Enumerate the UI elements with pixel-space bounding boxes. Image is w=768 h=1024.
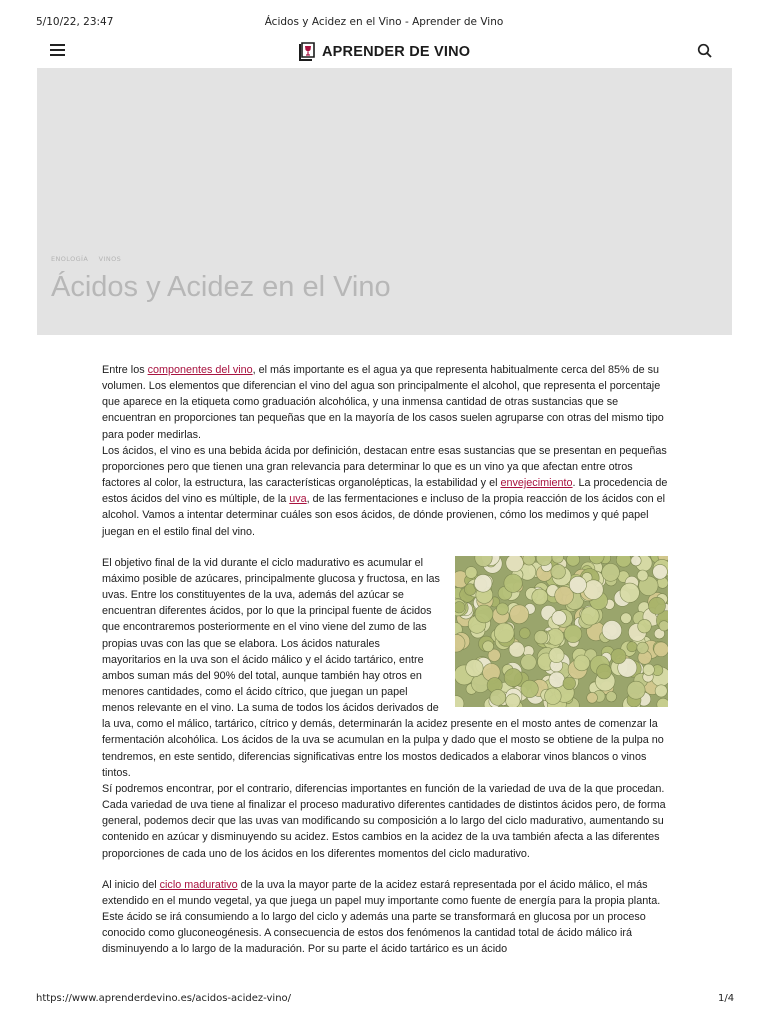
print-date: 5/10/22, 23:47 (36, 16, 114, 28)
text-segment: . La procedencia de estos ácidos del vino es múltiple, de la (102, 477, 668, 506)
text-segment: Al inicio del (102, 878, 160, 891)
paragraph-acido-malico (102, 877, 668, 958)
top-navigation (0, 38, 768, 66)
text-segment: Los ácidos, el vino es una bebida ácida por definición, destacan entre esas sustancias que se presentan en pequeñas proporciones pero que tienen una gran relevancia para determinar lo que es un vino ya que afectan entre otros factores al color, la estructura, las características organolépticas, la estabilidad y el (102, 444, 667, 490)
print-header (0, 16, 768, 30)
white-grapes-photo (455, 556, 668, 707)
search-icon[interactable] (697, 43, 713, 59)
logo-text: APRENDER DE VINO (322, 44, 471, 60)
paragraph-variedad: Sí podremos encontrar, por el contrario, diferencias importantes en función de la variedad de uva de la que procedan. Cada variedad de uva tiene al finalizar el proceso madurativo diferentes cantidades de distintos ácidos pero, de forma general, podemos decir que las uvas van modificando su composición a lo largo del ciclo madurativo, aumentando su contenido en azúcar y disminuyendo su acidez. Estos cambios en la acidez de la uva también afecta a las diferentes proporciones de cada uno de los ácidos en los diferentes momentos del ciclo madurativo. (102, 782, 666, 860)
page-title: Ácidos y Acidez en el Vino (51, 271, 391, 303)
article-body (102, 362, 668, 957)
paragraph-acidos (102, 443, 668, 540)
text-segment: Entre los (102, 364, 148, 376)
breadcrumb-item-vinos[interactable]: VINOS (98, 255, 122, 263)
page-number: 1/4 (718, 993, 735, 1004)
text-segment: , el más importante es el agua ya que representa habitualmente cerca del 85% de su volumen. Los elementos que diferencian el vino del agua son principalmente el alcohol, que representa el porcentaje que aparece en la etiqueta como graduación alcohólica, y una inmensa cantidad de otras sustancias que se encuentran en proporciones tan pequeñas que en la mayoría de los casos suelen agruparse con otras del mismo tipo para poder medirlas. (102, 364, 664, 441)
paragraph-gap (102, 540, 668, 555)
print-url: https://www.aprenderdevino.es/acidos-acidez-vino/ (36, 993, 292, 1004)
link-envejecimiento[interactable]: envejecimiento (500, 477, 573, 490)
paragraph-gap (102, 862, 668, 877)
breadcrumb (51, 255, 129, 263)
hero-banner (37, 68, 732, 335)
paragraph-intro (102, 362, 668, 443)
print-title: Ácidos y Acidez en el Vino - Aprender de Vino (264, 16, 504, 28)
hamburger-menu-icon[interactable] (50, 44, 65, 56)
breadcrumb-item-enologia[interactable]: ENOLOGÍA (51, 255, 89, 263)
book-wine-glass-icon (298, 42, 316, 62)
text-segment: , de las fermentaciones e incluso de la propia reacción de los ácidos con el alcohol. Vamos a intentar determinar cuáles son esos ácidos, de dónde provienen, cómo los medimos y qué papel juegan en el estilo final del vino. (102, 493, 665, 538)
link-ciclo-madurativo[interactable]: ciclo madurativo (159, 878, 238, 891)
text-segment: de la uva la mayor parte de la acidez estará representada por el ácido málico, el más extendido en el mundo vegetal, ya que juega un papel muy importante como fuente de energía para la propia planta. Este ácido se irá consumiendo a lo largo del ciclo y además una parte se transformará en glucosa por un proceso conocido como gluconeogénesis. A consecuencia de estos dos fenómenos la cantidad total de ácido málico irá disminuyendo a lo largo de la maduración. Por su parte el ácido tartárico es un ácido (102, 878, 661, 956)
paragraph-ciclo-madurativo: El objetivo final de la vid durante el ciclo madurativo es acumular el máximo posible de azúcares, principalmente glucosa y fructosa, en las uvas. Entre los constituyentes de la uva, además del azúcar se encuentran diferentes ácidos, por lo que la principal fuente de ácidos que encontraremos posteriormente en el vino viene del zumo de las propias uvas con las que se elabora. Los ácidos naturales mayoritarios en la uva son el ácido málico y el ácido tartárico, entre ambos suman más del 90% del total, aunque también hay otros en menores cantidades, como el ácido cítrico, que juegan un papel menos relevante en el vino. La suma de todos los ácidos derivados de la uva, como el málico, tartárico, cítrico y demás, determinarán la acidez presente en el mosto antes de comenzar la fermentación alcohólica. Los ácidos de la uva se acumulan en la pulpa y dado que el mosto se obtiene de la pulpa no tendremos, en este sentido, diferencias significativas entre los mostos dedicados a elaborar vinos blancos o vinos tintos. (102, 556, 664, 779)
link-uva[interactable]: uva (289, 493, 307, 506)
site-logo[interactable] (298, 40, 470, 64)
link-componentes-del-vino[interactable]: componentes del vino (147, 364, 253, 376)
